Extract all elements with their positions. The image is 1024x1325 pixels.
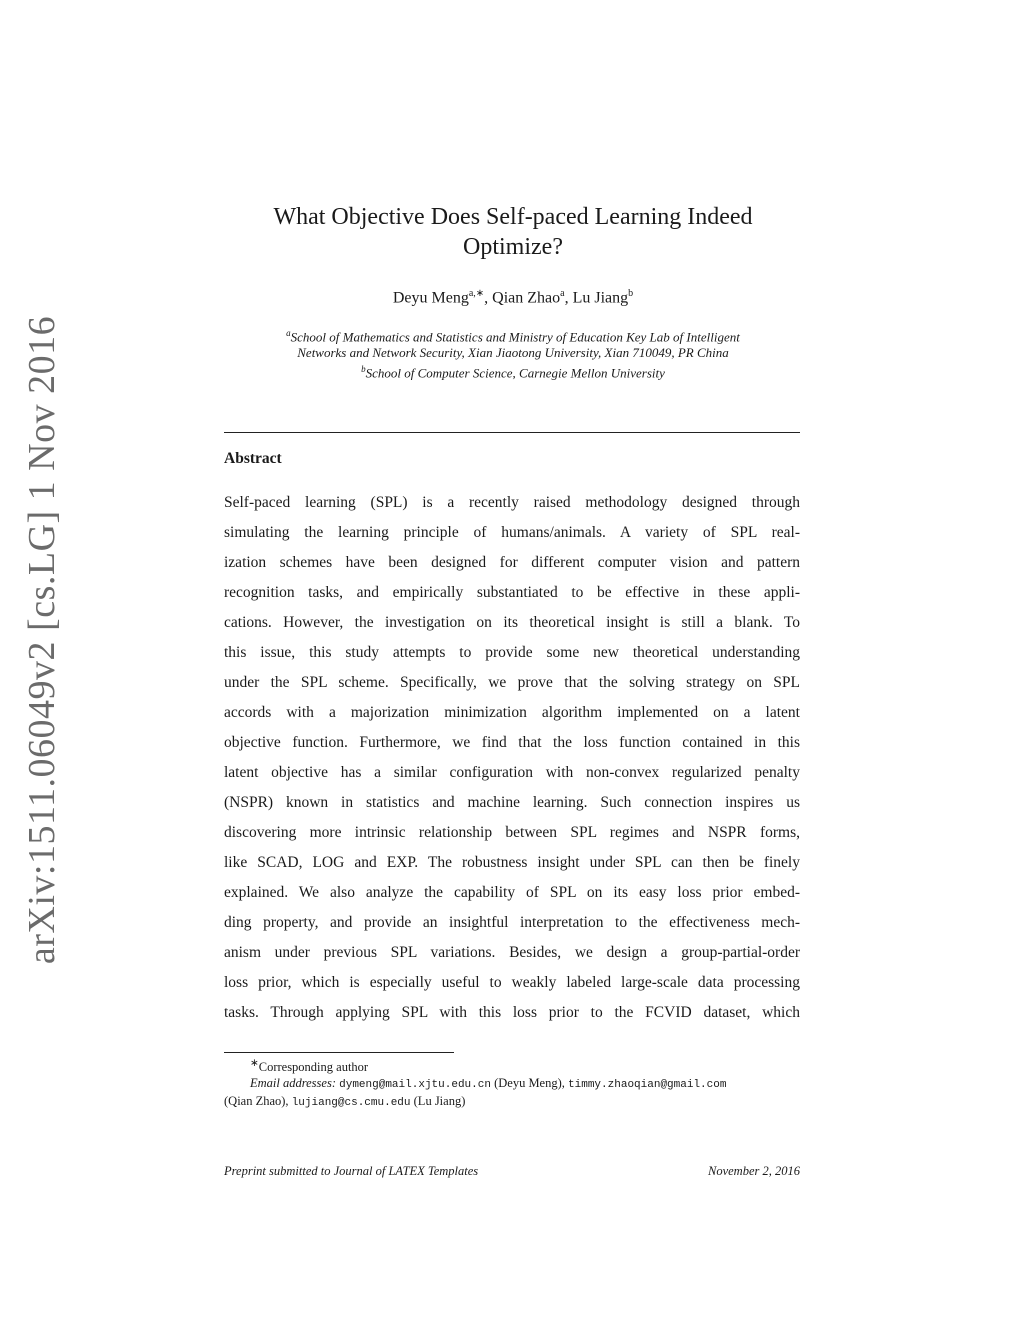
email-link[interactable]: dymeng@mail.xjtu.edu.cn bbox=[339, 1079, 491, 1092]
corresponding-note bbox=[224, 1056, 800, 1075]
email-owner: (Lu Jiang) bbox=[413, 1094, 466, 1109]
corresponding-mark: ∗ bbox=[250, 1058, 259, 1069]
abstract-line: explained. We also analyze the capability of SPL on its easy loss prior embed- bbox=[224, 884, 800, 901]
abstract-line: under the SPL scheme. Specifically, we prove that the solving strategy on SPL bbox=[224, 674, 800, 691]
abstract-line: loss prior, which is especially useful to weakly labeled large-scale data processing bbox=[224, 974, 800, 991]
affiliation-a-line-1: School of Mathematics and Statistics and Ministry of Education Key Lab of Intelligent bbox=[290, 329, 740, 345]
affiliation-a-line-2: Networks and Network Security, Xian Jiaotong University, Xian 710049, PR China bbox=[297, 345, 729, 361]
email-link[interactable]: timmy.zhaoqian@gmail.com bbox=[568, 1079, 727, 1092]
abstract-heading: Abstract bbox=[224, 450, 282, 467]
abstract-line: (NSPR) known in statistics and machine learning. Such connection inspires us bbox=[224, 794, 800, 811]
affil-mark: a bbox=[286, 328, 291, 338]
abstract-line: objective function. Furthermore, we find that the loss function contained in this bbox=[224, 734, 800, 751]
title-line-1: What Objective Does Self-paced Learning Indeed bbox=[273, 204, 753, 230]
author-name: Lu Jiang bbox=[572, 289, 629, 307]
abstract-line: recognition tasks, and empirically substantiated to be effective in these appli- bbox=[224, 584, 800, 601]
author-affil-mark: b bbox=[628, 288, 634, 299]
corresponding-text: Corresponding author bbox=[258, 1060, 369, 1075]
author-affil-mark: a,∗ bbox=[468, 288, 485, 299]
author-name: Deyu Meng bbox=[392, 289, 469, 307]
affil-mark: b bbox=[361, 364, 366, 375]
footnote bbox=[224, 1056, 800, 1111]
author-list: Deyu Meng$^{a,∗}$, Qian Zhao$^a$, Lu Jiang$^b$ bbox=[392, 288, 634, 307]
abstract-line: ization schemes have been designed for different computer vision and pattern bbox=[224, 554, 800, 571]
abstract-line: ding property, and provide an insightful interpretation to the effectiveness mech- bbox=[224, 914, 800, 931]
abstract-top-rule bbox=[224, 432, 800, 433]
abstract-line: cations. However, the investigation on its theoretical insight is still a blank. To bbox=[224, 614, 800, 631]
abstract-line: discovering more intrinsic relationship between SPL regimes and NSPR forms, bbox=[224, 824, 800, 841]
abstract-line: like SCAD, LOG and EXP. The robustness insight under SPL can then be finely bbox=[224, 854, 800, 871]
paper-title bbox=[226, 202, 800, 262]
abstract-line: tasks. Through applying SPL with this loss prior to the FCVID dataset, which bbox=[224, 1004, 800, 1021]
email-line-2 bbox=[224, 1093, 800, 1111]
abstract-line: latent objective has a similar configuration with non-convex regularized penalty bbox=[224, 764, 800, 781]
title-line-2: Optimize? bbox=[463, 234, 563, 260]
abstract-line: anism under previous SPL variations. Besides, we design a group-partial-order bbox=[224, 944, 800, 961]
email-owner: (Qian Zhao), bbox=[224, 1094, 289, 1109]
footnote-rule bbox=[224, 1052, 454, 1053]
abstract-line: Self-paced learning (SPL) is a recently raised methodology designed through bbox=[224, 494, 800, 511]
author-affil-mark: a bbox=[560, 288, 565, 299]
affiliations bbox=[226, 325, 800, 382]
footer-preprint-note: Preprint submitted to Journal of LATEX Templates bbox=[224, 1164, 479, 1178]
arxiv-id: arXiv:1511.06049v2 [cs.LG] 1 Nov 2016 bbox=[21, 315, 63, 965]
abstract-line: this issue, this study attempts to provide some new theoretical understanding bbox=[224, 644, 800, 661]
abstract-line: accords with a majorization minimization algorithm implemented on a latent bbox=[224, 704, 800, 721]
author-name: Qian Zhao bbox=[492, 289, 561, 307]
abstract-line: simulating the learning principle of humans/animals. A variety of SPL real- bbox=[224, 524, 800, 541]
affiliation-b bbox=[226, 361, 800, 381]
email-label: Email addresses: bbox=[250, 1076, 336, 1091]
affiliation-a bbox=[226, 325, 800, 345]
email-line bbox=[224, 1075, 800, 1093]
email-link[interactable]: lujiang@cs.cmu.edu bbox=[291, 1097, 411, 1110]
affiliation-b-line: School of Computer Science, Carnegie Mellon University bbox=[365, 365, 665, 381]
footer-date: November 2, 2016 bbox=[708, 1164, 800, 1178]
email-owner: (Deyu Meng), bbox=[494, 1076, 565, 1091]
abstract-body bbox=[224, 488, 800, 1028]
